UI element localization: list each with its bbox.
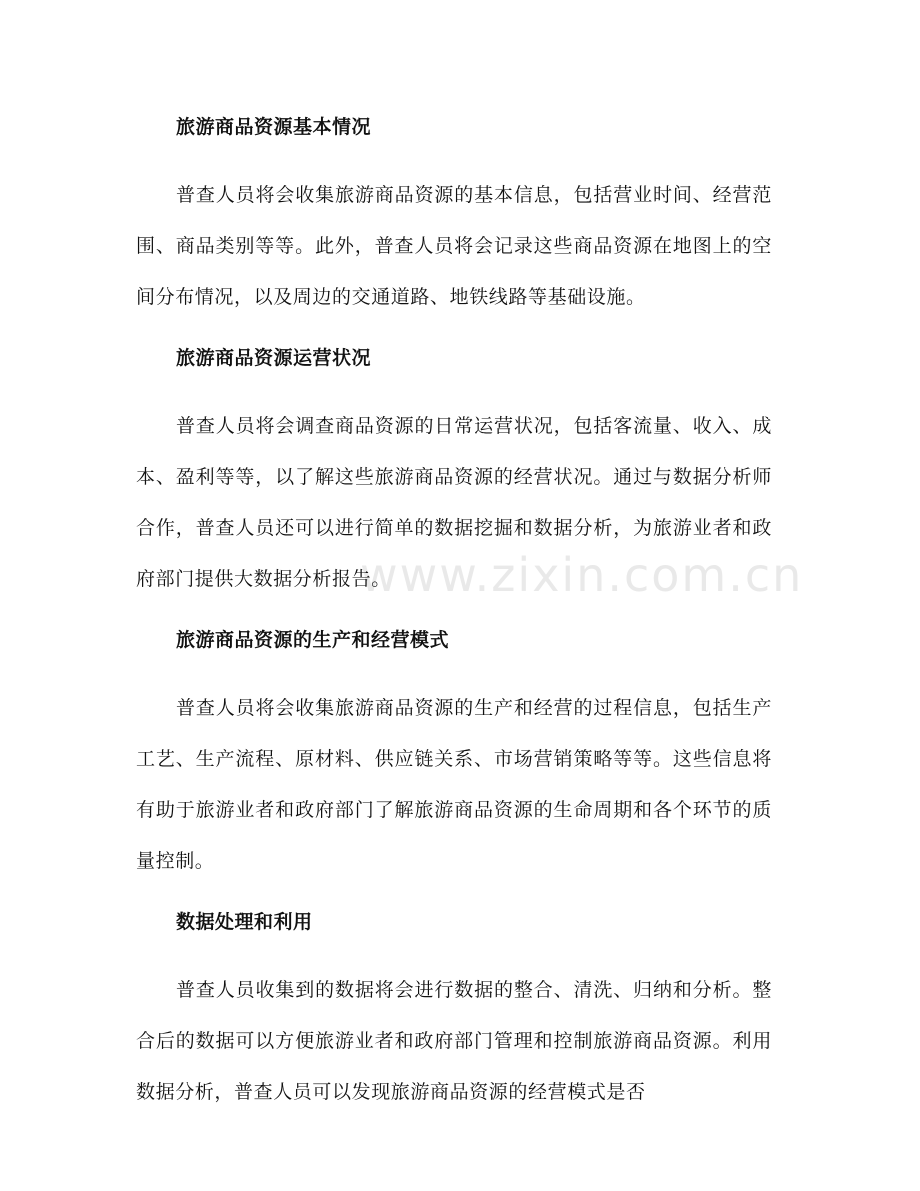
section-production-mode bbox=[136, 623, 772, 905]
section-paragraph: 普查人员将会收集旅游商品资源的生产和经营的过程信息，包括生产工艺、生产流程、原材料、供应链关系、市场营销策略等等。这些信息将有助于旅游业者和政府部门了解旅游商品资源的生命周期和各个环节的质量控制。 bbox=[136, 697, 772, 872]
watermark: www.zixin.com.cn bbox=[360, 548, 804, 602]
section-paragraph: 普查人员将会调查商品资源的日常运营状况，包括客流量、收入、成本、盈利等等，以了解这些旅游商品资源的经营状况。通过与数据分析师合作，普查人员还可以进行简单的数据挖掘和数据分析，为旅游业者和政府部门提供大数据分析报告。 bbox=[136, 415, 772, 590]
section-paragraph: 普查人员收集到的数据将会进行数据的整合、清洗、归纳和分析。整合后的数据可以方便旅游业者和政府部门管理和控制旅游商品资源。利用数据分析，普查人员可以发现旅游商品资源的经营模式是否 bbox=[136, 979, 772, 1103]
section-heading: 旅游商品资源的生产和经营模式 bbox=[176, 629, 450, 651]
section-basic-info bbox=[136, 110, 772, 341]
section-operation-status bbox=[136, 341, 772, 623]
section-data-processing bbox=[136, 905, 772, 1118]
section-paragraph: 普查人员将会收集旅游商品资源的基本信息，包括营业时间、经营范围、商品类别等等。此外，普查人员将会记录这些商品资源在地图上的空间分布情况，以及周边的交通道路、地铁线路等基础设施。 bbox=[136, 184, 772, 308]
section-heading: 数据处理和利用 bbox=[176, 911, 313, 933]
section-heading: 旅游商品资源运营状况 bbox=[176, 347, 372, 369]
section-heading: 旅游商品资源基本情况 bbox=[176, 116, 372, 138]
document-body bbox=[136, 110, 772, 1118]
